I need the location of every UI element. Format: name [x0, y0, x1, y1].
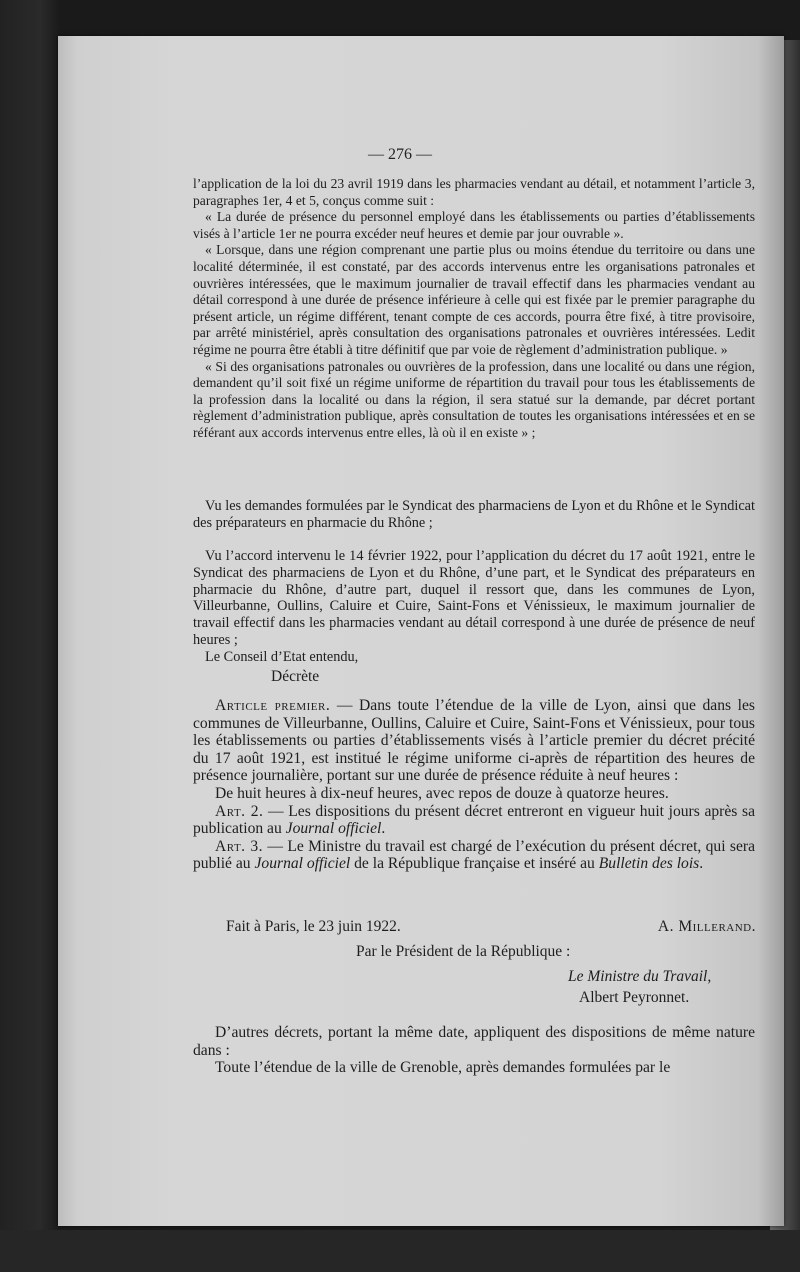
paragraph: l’application de la loi du 23 avril 1919 dans les pharmacies vendant au détail, et notamment l’article 3, paragraphes 1er, 4 et 5, conçus comme suit :	[193, 176, 755, 208]
page-number: — 276 —	[368, 146, 432, 163]
paragraph: Vu les demandes formulées par le Syndicat des pharmaciens de Lyon et du Rhône et le Syndicat des préparateurs en pharmacie du Rhône ;	[193, 498, 755, 531]
article-2-text: — Les dispositions du présent décret entreront en vigueur huit jours après sa publication au	[193, 802, 755, 838]
president-line: Par le Président de la République :	[356, 943, 571, 960]
journal-officiel: Journal officiel	[254, 855, 351, 873]
scan-bottom-strip	[0, 1230, 800, 1272]
paragraph: D’autres décrets, portant la même date, appliquent des dispositions de même nature dans :	[193, 1024, 755, 1059]
quoted-law-section	[193, 176, 755, 442]
other-decrees-section	[193, 1024, 755, 1077]
journal-officiel: Journal officiel	[285, 820, 382, 838]
paragraph: « Si des organisations patronales ou ouvrières de la profession, dans une localité ou dans une région, demandent qu’il soit fixé un régime uniforme de répartition du travail pour tous les établissements de la profession dans la localité ou dans la région, il sera statué sur la demande, par décret portant règlement d’administration publique, après consultation de toutes les organisations intéressées et en se référant aux accords intervenus entre elles, là où il en existe » ;	[193, 358, 755, 440]
syndicate-requests-paragraph	[193, 498, 755, 532]
agreement-section	[193, 548, 755, 666]
minister-title: Le Ministre du Travail,	[568, 968, 712, 985]
article-3	[193, 838, 755, 873]
paragraph: Toute l’étendue de la ville de Grenoble, après demandes formulées par le	[215, 1059, 671, 1077]
minister-name-text: Albert Peyronnet.	[579, 989, 690, 1006]
article-3-end: .	[699, 855, 704, 873]
decree-articles	[193, 697, 755, 873]
paragraph: Le Conseil d’Etat entendu,	[205, 648, 359, 665]
article-1	[193, 697, 755, 785]
paragraph: Vu l’accord intervenu le 14 février 1922, pour l’application du décret du 17 août 1921, entre le Syndicat des pharmaciens de Lyon et du Rhône, d’une part, et le Syndicat des préparateurs en pharmacie du Rhône, d’autre part, duquel il ressort que, dans les communes de Lyon, Villeurbanne, Oullins, Caluire et Cuire, Saint-Fons et Vénissieux, le maximum journalier de travail effectif dans les pharmacies vendant au détail correspond à une durée de présence de neuf heures ;	[193, 548, 755, 648]
article-2-end: .	[381, 820, 386, 838]
article-1-text: — Dans toute l’étendue de la ville de Lyon, ainsi que dans les communes de Villeurbanne, Oullins, Caluire et Cuire, Saint-Fons et Vénissieux, pour tous les établissements ou parties d’établissements visés à l’article premier du décret précité du 17 août 1921, est institué le régime uniforme ci-après de répartition des heures de présence journalière, portant sur une durée de présence réduite à neuf heures :	[193, 697, 755, 785]
decree-heading: Décrète	[271, 668, 320, 685]
article-3-label: Art. 3.	[215, 837, 264, 855]
signing-date: Fait à Paris, le 23 juin 1922.	[226, 918, 401, 935]
signer-name: A. Millerand.	[657, 918, 756, 935]
article-3-text-b: de la République française et inséré au	[350, 855, 599, 873]
article-1-label: Article premier.	[215, 697, 331, 714]
article-2-label: Art. 2.	[215, 802, 264, 820]
bulletin-des-lois: Bulletin des lois	[598, 855, 700, 873]
paragraph: « Lorsque, dans une région comprenant une partie plus ou moins étendue du territoire ou dans une localité déterminée, il est constaté, par des accords intervenus entre les organisations patronales et ouvrières intéressées, que le maximum journalier de travail effectif dans les pharmacies vendant au détail correspond à une durée de présence inférieure à celle qui est fixée par le premier paragraphe du présent article, un régime différent, tenant compte de ces accords, pourra être fixé, à titre provisoire, par arrêté ministériel, après consultation des organisations patronales et ouvrières intéressées. Ledit régime ne pourra être établi à titre définitif que par voie de règlement d’administration publique. »	[193, 242, 755, 357]
article-2	[193, 803, 755, 838]
schedule-line: De huit heures à dix-neuf heures, avec repos de douze à quatorze heures.	[215, 784, 669, 802]
article-3-text: — Le Ministre du travail est chargé de l’exécution du présent décret, qui sera publié au	[193, 837, 755, 873]
minister-name	[579, 989, 689, 1007]
paragraph: « La durée de présence du personnel employé dans les établissements ou parties d’établissements visés à l’article 1er ne pourra excéder neuf heures et demie par jour ouvrable ».	[193, 209, 755, 241]
